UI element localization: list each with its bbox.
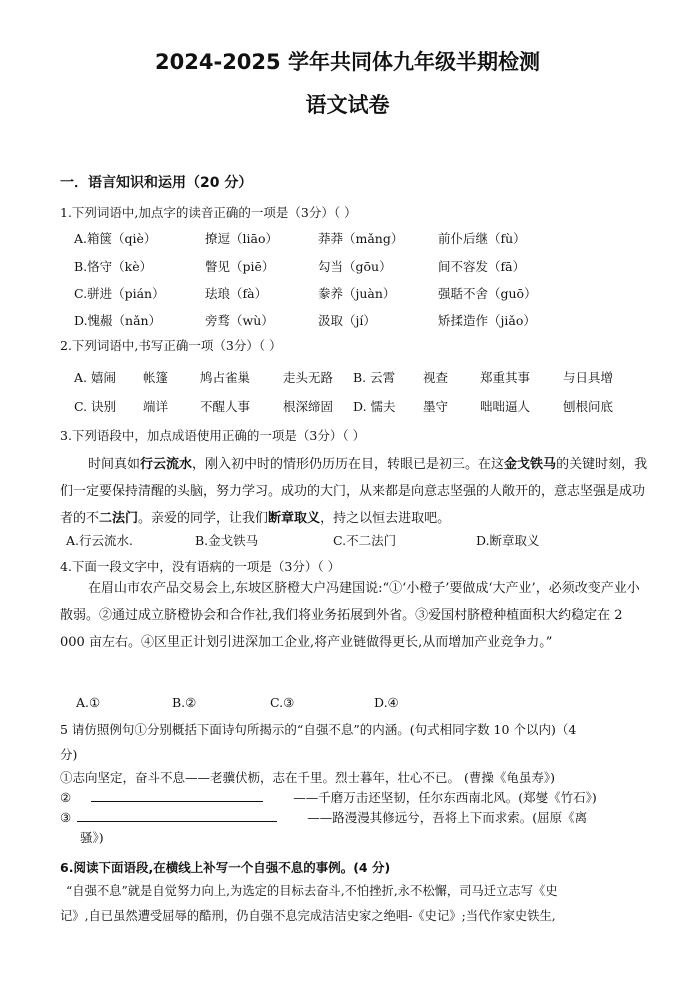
question-3-option-c: C.不二法门 bbox=[333, 533, 397, 548]
question-3-option-a: A.行云流水. bbox=[66, 533, 133, 548]
q1-option-cell: 珐琅（fà） bbox=[205, 286, 268, 301]
q2-option-cell: 走头无路 bbox=[283, 370, 334, 385]
exam-title: 2024-2025 学年共同体九年级半期检测 bbox=[155, 50, 540, 74]
question-4-option-d: D.④ bbox=[374, 695, 399, 710]
q2-option-cell: 与日具增 bbox=[563, 370, 614, 385]
q2-option-cell: B. 云霄 bbox=[353, 370, 396, 385]
question-3-option-d: D.断章取义 bbox=[476, 533, 540, 548]
q2-option-cell: 视查 bbox=[423, 370, 449, 385]
q2-option-cell: 咄咄逼人 bbox=[480, 399, 531, 414]
q2-option-cell: 根深缔固 bbox=[283, 399, 334, 414]
q1-option-cell: D.愧赧（nǎn） bbox=[74, 313, 162, 328]
question-5-example: ①志向坚定，奋斗不息——老骥伏枥，志在千里。烈士暮年，壮心不已。 (曹操《龟虽寿》) bbox=[60, 770, 555, 785]
question-2-stem: 2.下列词语中,书写正确一项（3分）（ ） bbox=[60, 338, 282, 353]
question-3-passage: 时间真如行云流水，刚入初中时的情形仍历历在目，转眼已是初三。在这金戈铁马的关键时刻，我们一定要保持清醒的头脑，努力学习。成功的大门，从来都是向意志坚强的人敞开的，意志坚强是成功者的不二法门。亲爱的同学，让我们断章取义，持之以恒去进取吧。 bbox=[60, 457, 648, 526]
q2-option-cell: A. 嬉闹 bbox=[74, 370, 116, 385]
q1-option-cell: 旁骛（wù） bbox=[205, 313, 274, 328]
q1-option-cell: 强聒不舍（guō） bbox=[438, 286, 537, 301]
question-6-stem: 6.阅读下面语段,在横线上补写一个自强不息的事例。(4 分) bbox=[60, 860, 391, 875]
question-4-option-b: B.② bbox=[172, 695, 197, 710]
q2-option-cell: D. 懦夫 bbox=[353, 399, 396, 414]
q2-option-cell: 郑重其事 bbox=[480, 370, 531, 385]
question-4-option-a: A.① bbox=[76, 695, 101, 710]
question-4-passage: 在眉山市农产品交易会上,东坡区脐橙大户冯建国说:“①‘小橙子’要做成‘大产业’，必须改变产业小散弱。②通过成立脐橙协会和合作社,我们将业务拓展到外省。③爱国村脐橙种植面积大约稳定在 2 000 亩左右。④区里正计划引进深加工企业,将产业链做得更长,从而增加产业竞争力。” bbox=[60, 581, 640, 650]
section-heading: 一．语言知识和运用（20 分） bbox=[60, 175, 253, 191]
question-5-stem-wrap: 分) bbox=[60, 747, 78, 762]
q1-option-cell: 莽莽（mǎng） bbox=[318, 231, 404, 246]
q2-option-cell: 不醒人事 bbox=[200, 399, 251, 414]
question-5-line-3: ③ ——路漫漫其修远兮，吾将上下而求索。(屈原《离 bbox=[60, 810, 588, 825]
question-3-option-b: B.金戈铁马 bbox=[195, 533, 259, 548]
q1-option-cell: 豢养（juàn） bbox=[318, 286, 396, 301]
question-5-line-3-wrap: 骚》) bbox=[80, 830, 104, 845]
q2-option-cell: 刨根问底 bbox=[563, 399, 614, 414]
q1-option-cell: 间不容发（fā） bbox=[438, 259, 526, 274]
question-5-line-2: ② ——千磨万击还坚韧，任尔东西南北风。(郑燮《竹石》) bbox=[60, 790, 597, 805]
answer-blank-3[interactable] bbox=[77, 809, 277, 822]
q1-option-cell: C.骈进（pián） bbox=[74, 286, 165, 301]
q1-option-cell: 撩逗（liāo） bbox=[205, 231, 278, 246]
question-3-stem: 3.下列语段中，加点成语使用正确的一项是（3分）（ ） bbox=[60, 428, 366, 443]
question-4-option-c: C.③ bbox=[270, 695, 295, 710]
answer-blank-2[interactable] bbox=[91, 789, 263, 802]
question-6-passage-line-1: “自强不息”就是自觉努力向上,为选定的目标去奋斗,不怕挫折,永不松懈，司马迁立志写《史 bbox=[66, 884, 558, 898]
q1-option-cell: 前仆后继（fù） bbox=[438, 231, 526, 246]
q1-option-cell: B.恪守（kè） bbox=[74, 259, 153, 274]
q1-option-cell: 汲取（jí） bbox=[318, 313, 376, 328]
exam-subtitle: 语文试卷 bbox=[305, 93, 390, 117]
q2-option-cell: 帐篷 bbox=[143, 370, 169, 385]
q2-option-cell: 墨守 bbox=[423, 399, 449, 414]
question-6-passage-line-2: 记》,自已虽然遭受屈辱的酷刑，仍自强不息完成洁洁史家之绝唱-《史记》;当代作家史铁生, bbox=[60, 909, 556, 923]
q1-option-cell: 瞥见（piē） bbox=[205, 259, 275, 274]
q2-option-cell: C. 诀别 bbox=[74, 399, 117, 414]
question-4-stem: 4.下面一段文字中，没有语病的一项是（3分）（ ） bbox=[60, 559, 341, 574]
question-1-stem: 1.下列词语中,加点字的读音正确的一项是（3分）（ ） bbox=[60, 205, 357, 220]
q1-option-cell: 矫揉造作（jiǎo） bbox=[438, 313, 536, 328]
question-5-stem: 5 请仿照例句①分别概括下面诗句所揭示的“自强不息”的内涵。(句式相同字数 10 个以内)（4 bbox=[60, 722, 577, 737]
q2-option-cell: 鸠占雀巢 bbox=[200, 370, 251, 385]
q2-option-cell: 端详 bbox=[143, 399, 169, 414]
q1-option-cell: A.箱箧（qiè） bbox=[74, 231, 157, 246]
q1-option-cell: 勾当（gōu） bbox=[318, 259, 392, 274]
